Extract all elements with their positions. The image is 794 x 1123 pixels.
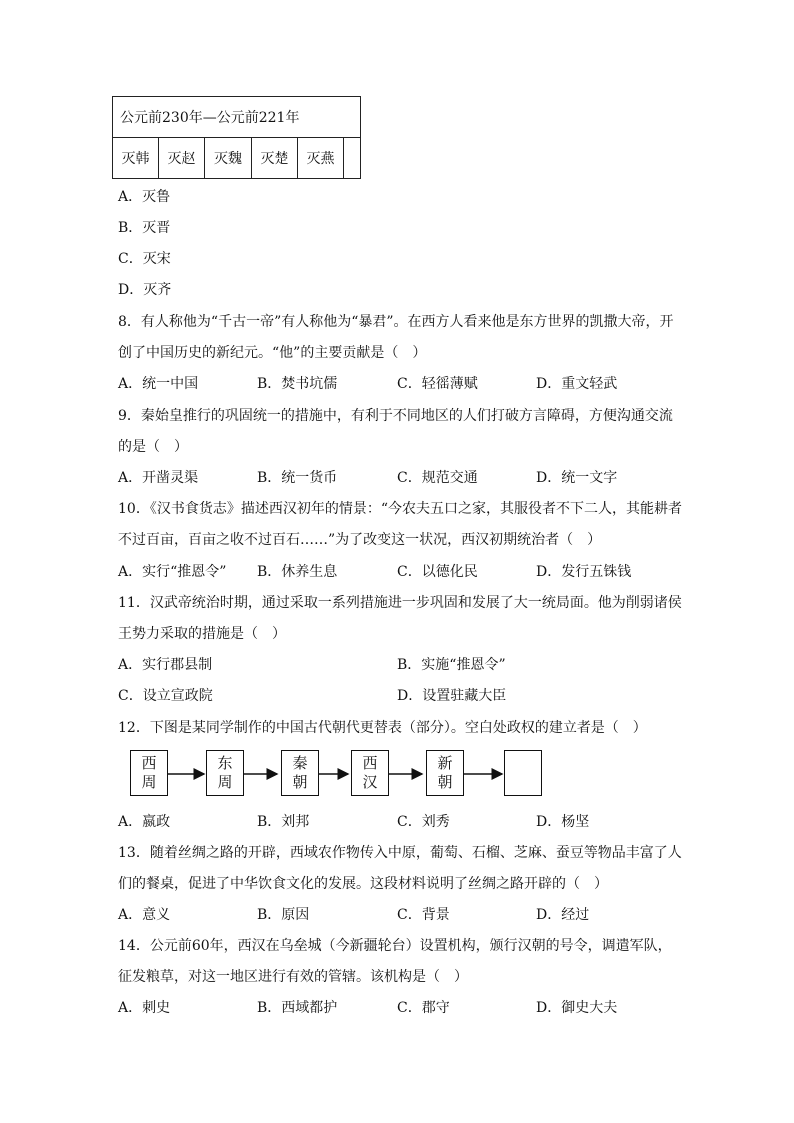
q14-option-d: D．御史大夫 — [536, 1000, 618, 1016]
table-cell: 灭楚 — [252, 138, 298, 179]
dynasty-char: 西 — [362, 754, 378, 772]
q8-stem-line-2: 创了中国历史的新纪元。“他”的主要贡献是（ ） — [118, 345, 427, 361]
q14-stem-line-1: 14．公元前60年，西汉在乌垒城（今新疆轮台）设置机构，颁行汉朝的号令，调遣军队， — [118, 938, 672, 954]
dynasty-char: 东 — [217, 754, 233, 772]
q14-option-a: A．刺史 — [118, 1000, 171, 1016]
q9-option-c: C．规范交通 — [397, 470, 478, 486]
q11-option-d: D．设置驻藏大臣 — [397, 688, 507, 704]
chart-arrows — [130, 747, 550, 803]
table-row — [113, 138, 361, 179]
dynasty-char: 西 — [141, 754, 157, 772]
q12-stem-line-1: 12．下图是某同学制作的中国古代朝代更替表（部分）。空白处政权的建立者是（ ） — [118, 720, 647, 736]
q11-stem-line-2: 王势力采取的措施是（ ） — [118, 626, 286, 642]
q9-option-b: B．统一货币 — [257, 470, 338, 486]
q13-stem-line-1: 13．随着丝绸之路的开辟，西域农作物传入中原，葡萄、石榴、芝麻、蚕豆等物品丰富了人 — [118, 845, 682, 861]
q9-stem-line-1: 9．秦始皇推行的巩固统一的措施中，有利于不同地区的人们打破方言障碍，方便沟通交流 — [118, 408, 673, 424]
q8-option-c: C．轻徭薄赋 — [397, 376, 478, 392]
dynasty-char: 朝 — [437, 773, 453, 791]
dynasty-char: 周 — [141, 773, 157, 791]
q10-stem-line-1: 10．《汉书食货志》描述西汉初年的情景：“今农夫五口之家，其服役者不下二人，其能耕者 — [118, 501, 682, 517]
dynasty-box-eastern-zhou — [206, 750, 244, 796]
dynasty-succession-chart — [130, 747, 550, 803]
dynasty-char: 秦 — [292, 754, 308, 772]
q13-option-b: B．原因 — [257, 907, 310, 923]
dynasty-char: 朝 — [292, 773, 308, 791]
table-cell: 灭燕 — [298, 138, 344, 179]
q7-option-b: B．灭晋 — [118, 220, 171, 236]
q14-stem-line-2: 征发粮草，对这一地区进行有效的管辖。该机构是（ ） — [118, 969, 468, 985]
dynasty-char: 新 — [437, 754, 453, 772]
q12-option-b: B．刘邦 — [257, 814, 310, 830]
dynasty-box-western-han — [351, 750, 389, 796]
q10-option-d: D．发行五铢钱 — [536, 564, 632, 580]
q9-stem-line-2: 的是（ ） — [118, 439, 188, 455]
q14-option-c: C．郡守 — [397, 1000, 450, 1016]
dynasty-box-western-zhou — [130, 750, 168, 796]
q10-stem-line-2: 不过百亩，百亩之收不过百石……”为了改变这一状况，西汉初期统治者（ ） — [118, 532, 602, 548]
q14-option-b: B．西域都护 — [257, 1000, 338, 1016]
dynasty-char: 汉 — [362, 773, 378, 791]
q11-option-a: A．实行郡县制 — [118, 657, 213, 673]
q7-option-a: A．灭鲁 — [118, 189, 171, 205]
table-cell: 灭魏 — [205, 138, 252, 179]
q13-option-a: A．意义 — [118, 907, 171, 923]
q8-option-b: B．焚书坑儒 — [257, 376, 338, 392]
table-header-row — [113, 97, 361, 138]
dynasty-box-blank — [504, 750, 542, 796]
q11-option-b: B．实施“推恩令” — [397, 657, 506, 673]
q9-option-a: A．开凿灵渠 — [118, 470, 199, 486]
q12-option-a: A．嬴政 — [118, 814, 171, 830]
dynasty-box-xin — [426, 750, 464, 796]
q8-stem-line-1: 8．有人称他为“千古一帝”有人称他为“暴君”。在西方人看来他是东方世界的凯撒大帝，开 — [118, 314, 674, 330]
q7-option-c: C．灭宋 — [118, 251, 171, 267]
q8-option-a: A．统一中国 — [118, 376, 199, 392]
q11-stem-line-1: 11．汉武帝统治时期，通过采取一系列措施进一步巩固和发展了大一统局面。他为削弱诸侯 — [118, 595, 682, 611]
q12-option-d: D．杨坚 — [536, 814, 590, 830]
q13-option-c: C．背景 — [397, 907, 450, 923]
q11-option-c: C．设立宣政院 — [118, 688, 213, 704]
q10-option-c: C．以德化民 — [397, 564, 478, 580]
table-cell-empty — [344, 138, 361, 179]
q10-option-b: B．休养生息 — [257, 564, 338, 580]
q10-option-a: A．实行“推恩令” — [118, 564, 227, 580]
dynasty-box-qin — [281, 750, 319, 796]
q13-option-d: D．经过 — [536, 907, 590, 923]
q9-option-d: D．统一文字 — [536, 470, 618, 486]
q13-stem-line-2: 们的餐桌，促进了中华饮食文化的发展。这段材料说明了丝绸之路开辟的（ ） — [118, 876, 608, 892]
q8-option-d: D．重文轻武 — [536, 376, 618, 392]
q7-option-d: D．灭齐 — [118, 282, 172, 298]
table-cell: 灭赵 — [159, 138, 205, 179]
q12-option-c: C．刘秀 — [397, 814, 450, 830]
conquest-table — [112, 96, 361, 179]
dynasty-char: 周 — [217, 773, 233, 791]
table-header-cell: 公元前230年—公元前221年 — [113, 97, 361, 138]
table-cell: 灭韩 — [113, 138, 159, 179]
